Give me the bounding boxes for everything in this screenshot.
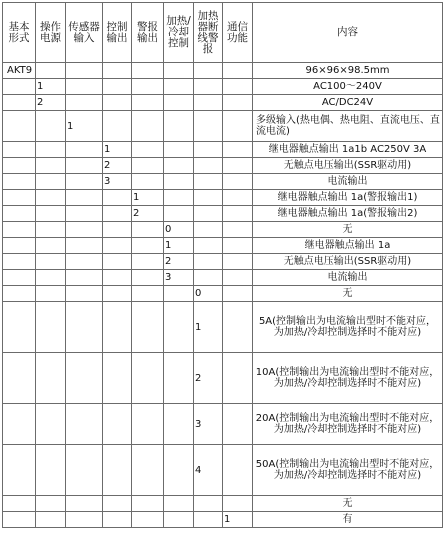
option-description: 96×96×98.5mm	[253, 63, 443, 79]
empty-cell	[36, 270, 66, 286]
option-code: 1	[132, 190, 164, 206]
empty-cell	[132, 286, 164, 302]
empty-cell	[66, 174, 103, 190]
option-code: 1	[66, 111, 103, 142]
empty-cell	[194, 254, 223, 270]
table-row	[3, 270, 443, 286]
empty-cell	[194, 111, 223, 142]
empty-cell	[223, 174, 253, 190]
empty-cell	[132, 353, 164, 404]
option-code: 2	[132, 206, 164, 222]
empty-cell	[132, 302, 164, 353]
empty-cell	[36, 174, 66, 190]
empty-cell	[164, 512, 194, 528]
empty-cell	[194, 238, 223, 254]
option-code: AKT9	[3, 63, 36, 79]
option-description: 无触点电压输出(SSR驱动用)	[253, 254, 443, 270]
table-row	[3, 445, 443, 496]
column-header: 内容	[253, 3, 443, 63]
table-row	[3, 496, 443, 512]
option-code: 2	[103, 158, 132, 174]
empty-cell	[66, 404, 103, 445]
option-code: 3	[103, 174, 132, 190]
empty-cell	[223, 206, 253, 222]
option-code: 2	[194, 353, 223, 404]
option-description: 5A(控制输出为电流输出型时不能对应，为加热/冷却控制选择时不能对应)	[253, 302, 443, 353]
empty-cell	[194, 63, 223, 79]
empty-cell	[103, 254, 132, 270]
empty-cell	[36, 238, 66, 254]
empty-cell	[103, 512, 132, 528]
empty-cell	[164, 79, 194, 95]
empty-cell	[103, 79, 132, 95]
empty-cell	[194, 270, 223, 286]
empty-cell	[66, 158, 103, 174]
empty-cell	[132, 254, 164, 270]
table-row	[3, 142, 443, 158]
empty-cell	[66, 353, 103, 404]
option-code: 0	[194, 286, 223, 302]
empty-cell	[194, 142, 223, 158]
table-row	[3, 190, 443, 206]
empty-cell	[132, 174, 164, 190]
option-description: 无	[253, 286, 443, 302]
empty-cell	[66, 270, 103, 286]
column-header: 警报输出	[132, 3, 164, 63]
empty-cell	[3, 353, 36, 404]
empty-cell	[103, 270, 132, 286]
empty-cell	[223, 445, 253, 496]
header-row	[3, 3, 443, 63]
empty-cell	[66, 286, 103, 302]
empty-cell	[164, 286, 194, 302]
option-code: 1	[194, 302, 223, 353]
empty-cell	[164, 404, 194, 445]
option-description: 继电器触点输出 1a(警报输出1)	[253, 190, 443, 206]
empty-cell	[66, 238, 103, 254]
empty-cell	[103, 206, 132, 222]
empty-cell	[223, 142, 253, 158]
empty-cell	[66, 190, 103, 206]
option-description: AC100～240V	[253, 79, 443, 95]
column-header: 基本形式	[3, 3, 36, 63]
option-code: 4	[194, 445, 223, 496]
empty-cell	[223, 111, 253, 142]
table-row	[3, 254, 443, 270]
empty-cell	[36, 206, 66, 222]
empty-cell	[36, 404, 66, 445]
empty-cell	[223, 222, 253, 238]
option-description: 有	[253, 512, 443, 528]
table-row	[3, 238, 443, 254]
empty-cell	[223, 404, 253, 445]
spec-table-wrapper	[2, 2, 443, 528]
table-row	[3, 512, 443, 528]
model-code-table	[2, 2, 443, 528]
empty-cell	[36, 190, 66, 206]
empty-cell	[103, 286, 132, 302]
empty-cell	[194, 206, 223, 222]
option-code: 1	[223, 512, 253, 528]
empty-cell	[194, 95, 223, 111]
empty-cell	[223, 302, 253, 353]
option-code	[223, 496, 253, 512]
empty-cell	[103, 496, 132, 512]
option-description: 电流输出	[253, 174, 443, 190]
empty-cell	[223, 286, 253, 302]
option-description: 电流输出	[253, 270, 443, 286]
empty-cell	[223, 190, 253, 206]
option-description: 继电器触点输出 1a1b AC250V 3A	[253, 142, 443, 158]
empty-cell	[103, 353, 132, 404]
empty-cell	[132, 496, 164, 512]
empty-cell	[36, 445, 66, 496]
empty-cell	[66, 302, 103, 353]
empty-cell	[36, 222, 66, 238]
empty-cell	[103, 445, 132, 496]
empty-cell	[132, 512, 164, 528]
empty-cell	[164, 496, 194, 512]
empty-cell	[132, 270, 164, 286]
table-row	[3, 222, 443, 238]
empty-cell	[194, 222, 223, 238]
option-description: 多级输入(热电偶、热电阻、直流电压、直流电流)	[253, 111, 443, 142]
empty-cell	[3, 238, 36, 254]
empty-cell	[66, 142, 103, 158]
option-code: 0	[164, 222, 194, 238]
empty-cell	[3, 445, 36, 496]
empty-cell	[3, 254, 36, 270]
empty-cell	[164, 206, 194, 222]
empty-cell	[223, 95, 253, 111]
empty-cell	[164, 302, 194, 353]
empty-cell	[164, 445, 194, 496]
table-row	[3, 353, 443, 404]
column-header: 传感器输入	[66, 3, 103, 63]
empty-cell	[194, 496, 223, 512]
empty-cell	[36, 302, 66, 353]
option-code: 2	[164, 254, 194, 270]
empty-cell	[103, 222, 132, 238]
empty-cell	[66, 496, 103, 512]
empty-cell	[103, 111, 132, 142]
empty-cell	[66, 254, 103, 270]
option-description: 无	[253, 496, 443, 512]
empty-cell	[36, 254, 66, 270]
table-row	[3, 79, 443, 95]
empty-cell	[36, 158, 66, 174]
empty-cell	[103, 302, 132, 353]
empty-cell	[164, 63, 194, 79]
option-description: 继电器触点输出 1a(警报输出2)	[253, 206, 443, 222]
empty-cell	[3, 496, 36, 512]
empty-cell	[66, 63, 103, 79]
empty-cell	[3, 222, 36, 238]
option-code: 2	[36, 95, 66, 111]
table-row	[3, 174, 443, 190]
empty-cell	[36, 512, 66, 528]
empty-cell	[223, 270, 253, 286]
empty-cell	[132, 111, 164, 142]
empty-cell	[132, 222, 164, 238]
option-code: 3	[194, 404, 223, 445]
empty-cell	[132, 63, 164, 79]
option-description: 无触点电压输出(SSR驱动用)	[253, 158, 443, 174]
empty-cell	[3, 95, 36, 111]
table-row	[3, 206, 443, 222]
empty-cell	[164, 142, 194, 158]
empty-cell	[3, 142, 36, 158]
column-header: 加热/冷却控制	[164, 3, 194, 63]
empty-cell	[194, 174, 223, 190]
empty-cell	[36, 111, 66, 142]
empty-cell	[223, 79, 253, 95]
option-code: 1	[103, 142, 132, 158]
option-description: 50A(控制输出为电流输出型时不能对应，为加热/冷却控制选择时不能对应)	[253, 445, 443, 496]
empty-cell	[164, 353, 194, 404]
table-row	[3, 63, 443, 79]
option-code: 1	[164, 238, 194, 254]
empty-cell	[36, 142, 66, 158]
table-row	[3, 111, 443, 142]
empty-cell	[164, 111, 194, 142]
empty-cell	[132, 238, 164, 254]
empty-cell	[36, 496, 66, 512]
empty-cell	[132, 158, 164, 174]
empty-cell	[3, 190, 36, 206]
empty-cell	[66, 206, 103, 222]
table-row	[3, 158, 443, 174]
empty-cell	[223, 63, 253, 79]
empty-cell	[66, 95, 103, 111]
empty-cell	[103, 238, 132, 254]
empty-cell	[3, 302, 36, 353]
empty-cell	[132, 79, 164, 95]
empty-cell	[103, 190, 132, 206]
empty-cell	[3, 79, 36, 95]
option-code: 3	[164, 270, 194, 286]
option-code: 1	[36, 79, 66, 95]
empty-cell	[164, 174, 194, 190]
empty-cell	[103, 63, 132, 79]
empty-cell	[3, 158, 36, 174]
empty-cell	[223, 353, 253, 404]
empty-cell	[164, 190, 194, 206]
empty-cell	[223, 254, 253, 270]
empty-cell	[223, 238, 253, 254]
empty-cell	[36, 63, 66, 79]
empty-cell	[3, 512, 36, 528]
column-header: 通信功能	[223, 3, 253, 63]
empty-cell	[66, 222, 103, 238]
table-row	[3, 95, 443, 111]
empty-cell	[164, 158, 194, 174]
empty-cell	[3, 206, 36, 222]
option-description: 20A(控制输出为电流输出型时不能对应，为加热/冷却控制选择时不能对应)	[253, 404, 443, 445]
empty-cell	[194, 512, 223, 528]
option-description: 无	[253, 222, 443, 238]
table-row	[3, 302, 443, 353]
empty-cell	[36, 353, 66, 404]
empty-cell	[194, 158, 223, 174]
empty-cell	[223, 158, 253, 174]
empty-cell	[3, 174, 36, 190]
empty-cell	[164, 95, 194, 111]
column-header: 加热器断线警报	[194, 3, 223, 63]
table-row	[3, 286, 443, 302]
table-row	[3, 404, 443, 445]
empty-cell	[3, 404, 36, 445]
column-header: 控制输出	[103, 3, 132, 63]
empty-cell	[132, 95, 164, 111]
empty-cell	[103, 95, 132, 111]
empty-cell	[3, 286, 36, 302]
empty-cell	[132, 445, 164, 496]
empty-cell	[36, 286, 66, 302]
empty-cell	[3, 111, 36, 142]
empty-cell	[103, 404, 132, 445]
empty-cell	[194, 190, 223, 206]
empty-cell	[66, 445, 103, 496]
option-description: 10A(控制输出为电流输出型时不能对应，为加热/冷却控制选择时不能对应)	[253, 353, 443, 404]
empty-cell	[194, 79, 223, 95]
empty-cell	[66, 79, 103, 95]
empty-cell	[132, 142, 164, 158]
empty-cell	[3, 270, 36, 286]
option-description: AC/DC24V	[253, 95, 443, 111]
option-description: 继电器触点输出 1a	[253, 238, 443, 254]
empty-cell	[66, 512, 103, 528]
empty-cell	[132, 404, 164, 445]
column-header: 操作电源	[36, 3, 66, 63]
